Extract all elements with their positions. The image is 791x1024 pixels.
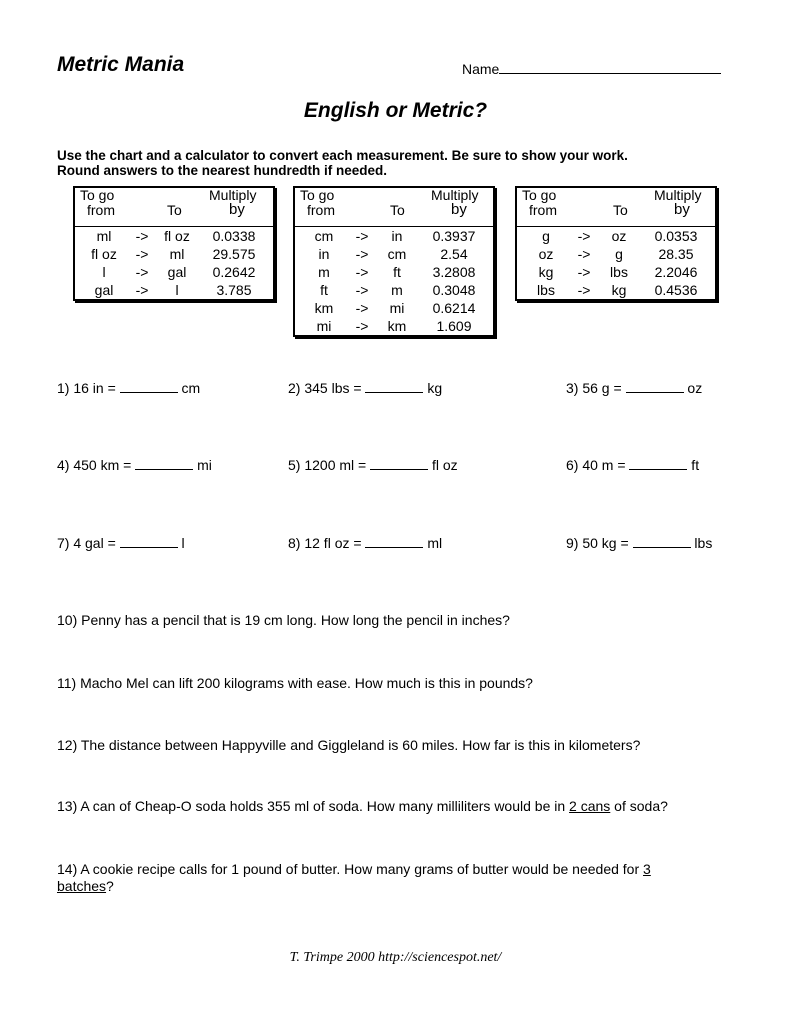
- to-unit: m: [391, 282, 403, 298]
- factor: 28.35: [658, 246, 694, 262]
- problem-text: 14) A cookie recipe calls for 1 pound of butter. How many grams of butter would be needed for: [57, 861, 644, 877]
- instructions-line-1: Use the chart and a calculator to convert each measurement. Be sure to show your work.: [57, 148, 628, 163]
- from-unit: km: [314, 300, 334, 316]
- from-unit: ft: [320, 282, 328, 298]
- from-unit: m: [318, 264, 330, 280]
- problem-text: ?: [106, 878, 114, 894]
- factor: 0.0353: [654, 228, 698, 244]
- to-unit: g: [615, 246, 623, 262]
- underlined-text: 3: [643, 861, 651, 877]
- to-unit: cm: [387, 246, 407, 262]
- table-row: [517, 263, 715, 281]
- from-unit: lbs: [537, 282, 555, 298]
- table-row: [295, 299, 493, 317]
- question-unit: ft: [687, 457, 700, 473]
- header-multiply: Multiply: [654, 187, 702, 203]
- header-to-go: To go: [80, 187, 115, 203]
- question-5: [288, 457, 458, 473]
- to-unit: fl oz: [164, 228, 190, 244]
- problem-text: 13) A can of Cheap-O soda holds 355 ml of soda. How many milliliters would be in: [57, 798, 570, 814]
- answer-blank[interactable]: [365, 380, 423, 393]
- to-unit: km: [387, 318, 407, 334]
- header-from: from: [307, 202, 335, 218]
- to-unit: oz: [611, 228, 627, 244]
- factor: 3.2808: [432, 264, 476, 280]
- answer-blank[interactable]: [365, 535, 423, 548]
- factor: 0.4536: [654, 282, 698, 298]
- question-prompt: 2) 345 lbs =: [288, 380, 366, 396]
- factor: 0.3048: [432, 282, 476, 298]
- question-2: [288, 380, 442, 396]
- table-row: [295, 317, 493, 335]
- arrow: ->: [355, 264, 369, 280]
- arrow: ->: [355, 228, 369, 244]
- question-unit: ml: [423, 535, 443, 551]
- arrow: ->: [135, 228, 149, 244]
- from-unit: in: [318, 246, 330, 262]
- factor: 0.3937: [432, 228, 476, 244]
- question-1: [57, 380, 200, 396]
- header-to: To: [613, 202, 628, 218]
- from-unit: g: [542, 228, 550, 244]
- question-9: [566, 535, 712, 551]
- from-unit: ml: [96, 228, 112, 244]
- arrow: ->: [577, 282, 591, 298]
- factor: 0.0338: [212, 228, 256, 244]
- word-problem-12: 12) The distance between Happyville and Giggleland is 60 miles. How far is this in kilometers?: [57, 737, 641, 753]
- header-by: by: [229, 201, 245, 218]
- name-blank-line: [499, 60, 721, 74]
- arrow: ->: [577, 246, 591, 262]
- factor: 2.2046: [654, 264, 698, 280]
- question-prompt: 8) 12 fl oz =: [288, 535, 366, 551]
- from-unit: l: [102, 264, 106, 280]
- question-unit: lbs: [690, 535, 713, 551]
- table-row: [517, 281, 715, 299]
- question-prompt: 3) 56 g =: [566, 380, 626, 396]
- word-problem-13: [57, 798, 747, 815]
- header-from: from: [87, 202, 115, 218]
- arrow: ->: [355, 282, 369, 298]
- to-unit: kg: [611, 282, 627, 298]
- from-unit: kg: [538, 264, 554, 280]
- name-field: [462, 60, 721, 77]
- worksheet-subtitle: English or Metric?: [303, 99, 488, 122]
- factor: 2.54: [440, 246, 468, 262]
- question-unit: mi: [193, 457, 212, 473]
- worksheet-title: Metric Mania: [57, 53, 185, 76]
- arrow: ->: [355, 318, 369, 334]
- table-row: [75, 245, 273, 263]
- word-problem-11: 11) Macho Mel can lift 200 kilograms with ease. How much is this in pounds?: [57, 675, 533, 691]
- table-header: [295, 188, 493, 227]
- table-row: [295, 227, 493, 245]
- table-row: [295, 281, 493, 299]
- to-unit: gal: [167, 264, 187, 280]
- underlined-text: 2 cans: [569, 798, 611, 814]
- question-3: [566, 380, 702, 396]
- from-unit: mi: [316, 318, 332, 334]
- instructions-line-2: Round answers to the nearest hundredth if needed.: [57, 163, 388, 178]
- header-multiply: Multiply: [431, 187, 479, 203]
- question-prompt: 4) 450 km =: [57, 457, 136, 473]
- table-row: [75, 281, 273, 299]
- question-prompt: 5) 1200 ml =: [288, 457, 371, 473]
- answer-blank[interactable]: [629, 457, 687, 470]
- question-prompt: 7) 4 gal =: [57, 535, 120, 551]
- header-by: by: [674, 201, 690, 218]
- arrow: ->: [577, 228, 591, 244]
- question-8: [288, 535, 442, 551]
- word-problem-14: [57, 861, 747, 895]
- header-to: To: [167, 202, 182, 218]
- question-6: [566, 457, 699, 473]
- to-unit: mi: [389, 300, 405, 316]
- arrow: ->: [135, 246, 149, 262]
- question-unit: cm: [177, 380, 201, 396]
- answer-blank[interactable]: [135, 457, 193, 470]
- underlined-text: batches: [57, 878, 107, 894]
- instructions: [57, 148, 757, 178]
- factor: 3.785: [216, 282, 252, 298]
- table-header: [75, 188, 273, 227]
- arrow: ->: [355, 300, 369, 316]
- question-unit: fl oz: [428, 457, 458, 473]
- from-unit: cm: [314, 228, 334, 244]
- question-7: [57, 535, 185, 551]
- table-row: [75, 227, 273, 245]
- table-row: [295, 245, 493, 263]
- from-unit: gal: [94, 282, 114, 298]
- table-header: [517, 188, 715, 227]
- problem-text: of soda?: [610, 798, 668, 814]
- table-row: [75, 263, 273, 281]
- length-conversion-table: [293, 186, 495, 337]
- factor: 29.575: [212, 246, 256, 262]
- question-prompt: 6) 40 m =: [566, 457, 630, 473]
- arrow: ->: [135, 264, 149, 280]
- factor: 0.6214: [432, 300, 476, 316]
- word-problem-10: 10) Penny has a pencil that is 19 cm long. How long the pencil in inches?: [57, 612, 510, 628]
- to-unit: in: [391, 228, 403, 244]
- question-prompt: 9) 50 kg =: [566, 535, 633, 551]
- mass-conversion-table: [515, 186, 717, 301]
- table-row: [517, 245, 715, 263]
- question-unit: kg: [423, 380, 443, 396]
- factor: 1.609: [436, 318, 472, 334]
- arrow: ->: [577, 264, 591, 280]
- answer-blank[interactable]: [370, 457, 428, 470]
- to-unit: ml: [169, 246, 185, 262]
- to-unit: lbs: [610, 264, 628, 280]
- volume-conversion-table: [73, 186, 275, 301]
- header-multiply: Multiply: [209, 187, 257, 203]
- header-from: from: [529, 202, 557, 218]
- factor: 0.2642: [212, 264, 256, 280]
- name-label: Name: [462, 61, 500, 77]
- header-by: by: [451, 201, 467, 218]
- from-unit: fl oz: [91, 246, 117, 262]
- footer-credit: T. Trimpe 2000 http://sciencespot.net/: [289, 950, 502, 965]
- question-unit: l: [177, 535, 185, 551]
- question-unit: oz: [683, 380, 703, 396]
- header-to-go: To go: [522, 187, 557, 203]
- table-row: [517, 227, 715, 245]
- header-to-go: To go: [300, 187, 335, 203]
- answer-blank[interactable]: [120, 535, 178, 548]
- to-unit: l: [175, 282, 179, 298]
- arrow: ->: [135, 282, 149, 298]
- answer-blank[interactable]: [626, 380, 684, 393]
- answer-blank[interactable]: [120, 380, 178, 393]
- answer-blank[interactable]: [633, 535, 691, 548]
- arrow: ->: [355, 246, 369, 262]
- to-unit: ft: [393, 264, 401, 280]
- question-prompt: 1) 16 in =: [57, 380, 120, 396]
- header-to: To: [390, 202, 405, 218]
- table-row: [295, 263, 493, 281]
- question-4: [57, 457, 212, 473]
- from-unit: oz: [538, 246, 554, 262]
